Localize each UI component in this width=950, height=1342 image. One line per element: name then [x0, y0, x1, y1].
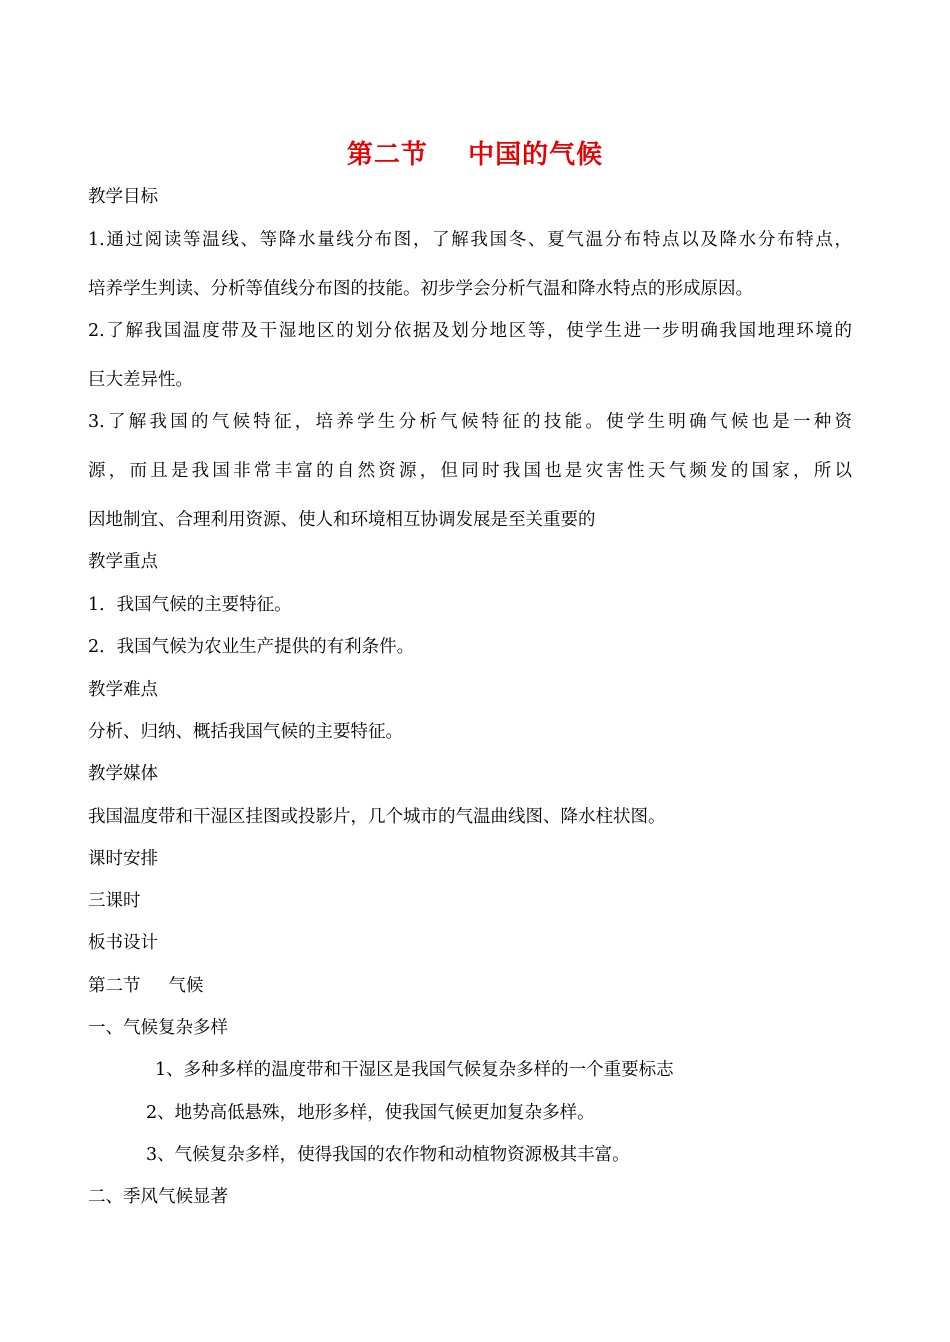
heading-media: 教学媒体 [88, 764, 158, 784]
goal-3-line-2: 源，而且是我国非常丰富的自然资源，但同时我国也是灾害性天气频发的国家，所以 [88, 461, 852, 481]
heading-teaching-goals: 教学目标 [88, 187, 158, 207]
heading-schedule: 课时安排 [88, 849, 158, 869]
heading-board-design: 板书设计 [88, 933, 158, 953]
board-subitem-1: 1、多种多样的温度带和干湿区是我国气候复杂多样的一个重要标志 [155, 1060, 674, 1080]
schedule-text: 三课时 [88, 891, 141, 911]
goal-1-line-1: 1.通过阅读等温线、等降水量线分布图，了解我国冬、夏气温分布特点以及降水分布特点， [88, 230, 852, 250]
key-point-2: 2．我国气候为农业生产提供的有利条件。 [88, 637, 415, 657]
goal-3-line-3: 因地制宜、合理利用资源、使人和环境相互协调发展是至关重要的 [88, 510, 596, 530]
page-title: 第二节 中国的气候 [346, 140, 604, 170]
heading-difficulties: 教学难点 [88, 680, 158, 700]
goal-2-line-2: 巨大差异性。 [88, 370, 193, 390]
board-subitem-3: 3、气候复杂多样，使得我国的农作物和动植物资源极其丰富。 [146, 1145, 630, 1165]
goal-3-line-1: 3.了解我国的气候特征，培养学生分析气候特征的技能。使学生明确气候也是一种资 [88, 412, 852, 432]
difficulty-text: 分析、归纳、概括我国气候的主要特征。 [88, 722, 403, 742]
board-item-1: 一、气候复杂多样 [88, 1018, 228, 1038]
goal-2-line-1: 2.了解我国温度带及干湿地区的划分依据及划分地区等，使学生进一步明确我国地理环境的 [88, 321, 852, 341]
goal-1-line-2: 培养学生判读、分析等值线分布图的技能。初步学会分析气温和降水特点的形成原因。 [88, 279, 753, 299]
key-point-1: 1．我国气候的主要特征。 [88, 595, 292, 615]
board-section-title: 第二节 气候 [88, 976, 204, 996]
heading-key-points: 教学重点 [88, 552, 158, 572]
media-text: 我国温度带和干湿区挂图或投影片，几个城市的气温曲线图、降水柱状图。 [88, 807, 666, 827]
board-item-2: 二、季风气候显著 [88, 1187, 228, 1207]
board-subitem-2: 2、地势高低悬殊，地形多样，使我国气候更加复杂多样。 [146, 1103, 595, 1123]
